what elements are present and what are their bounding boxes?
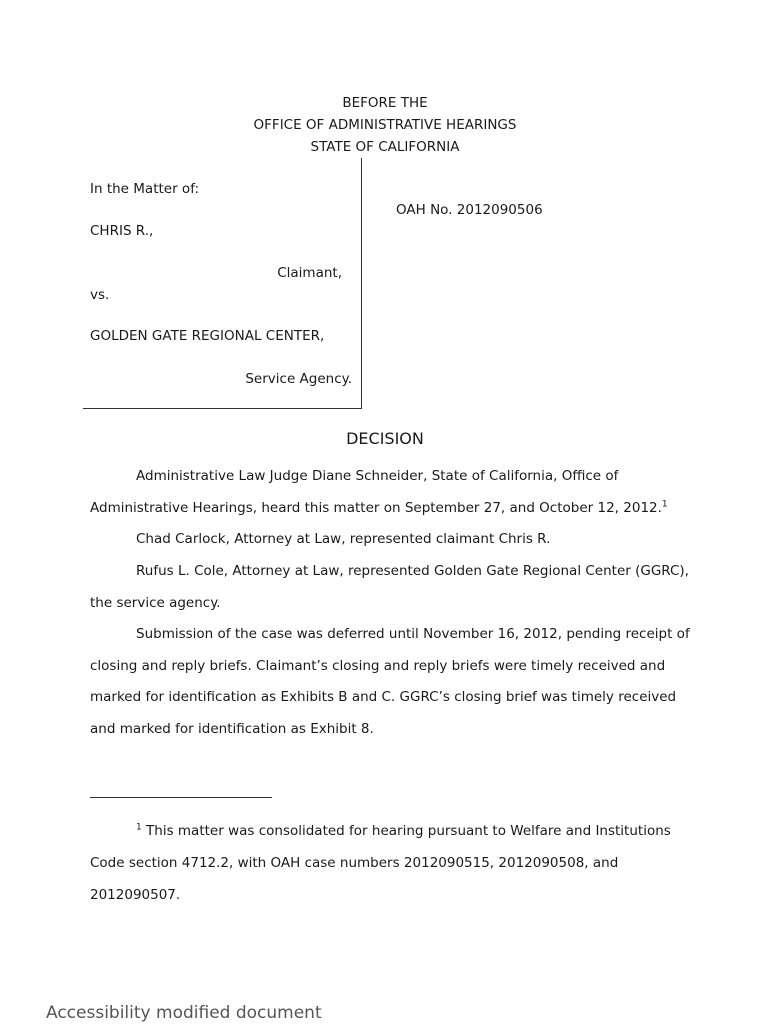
in-matter-label: In the Matter of: [90, 181, 200, 197]
decision-p1-line1: Administrative Law Judge Diane Schneider, State of California, Office of [136, 468, 619, 484]
claimant-name: CHRIS R., [90, 223, 154, 239]
versus-label: vs. [90, 287, 110, 303]
header-line-2: OFFICE OF ADMINISTRATIVE HEARINGS [253, 117, 517, 133]
decision-p4-line2: closing and reply briefs. Claimant’s closing and reply briefs were timely received and [90, 658, 666, 674]
agency-name: GOLDEN GATE REGIONAL CENTER, [90, 328, 325, 344]
footnote-line1: $^1$ This matter was consolidated for hearing pursuant to Welfare and Institutions [136, 822, 671, 839]
decision-p1-line2: Administrative Hearings, heard this matter on September 27, and October 12, 2012.$^1$ [90, 499, 668, 516]
footnote-ref: 1 [661, 499, 668, 510]
header-line-1: BEFORE THE [342, 95, 428, 111]
caption-horizontal-rule [83, 408, 362, 409]
case-number: OAH No. 2012090506 [396, 202, 543, 218]
decision-p4-line4: and marked for identification as Exhibit 8. [90, 721, 374, 737]
footnote-line3: 2012090507. [90, 887, 181, 903]
accessibility-footer-label: Accessibility modified document [46, 1003, 322, 1023]
decision-p3-line1: Rufus L. Cole, Attorney at Law, represented Golden Gate Regional Center (GGRC), [136, 563, 689, 579]
footnote-line2: Code section 4712.2, with OAH case numbers 2012090515, 2012090508, and [90, 855, 619, 871]
footnote-number: 1 [136, 822, 142, 833]
claimant-role: Claimant, [277, 265, 342, 281]
decision-p4-line1: Submission of the case was deferred until November 16, 2012, pending receipt of [136, 626, 690, 642]
decision-p4-line3: marked for identification as Exhibits B and C. GGRC’s closing brief was timely received [90, 689, 677, 705]
decision-title: DECISION [346, 429, 424, 448]
footnote-separator [90, 797, 272, 798]
caption-vertical-rule [361, 158, 362, 409]
header-line-3: STATE OF CALIFORNIA [310, 139, 460, 155]
decision-p3-line2: the service agency. [90, 595, 221, 611]
decision-p2: Chad Carlock, Attorney at Law, represented claimant Chris R. [136, 531, 551, 547]
agency-role: Service Agency. [245, 371, 352, 387]
